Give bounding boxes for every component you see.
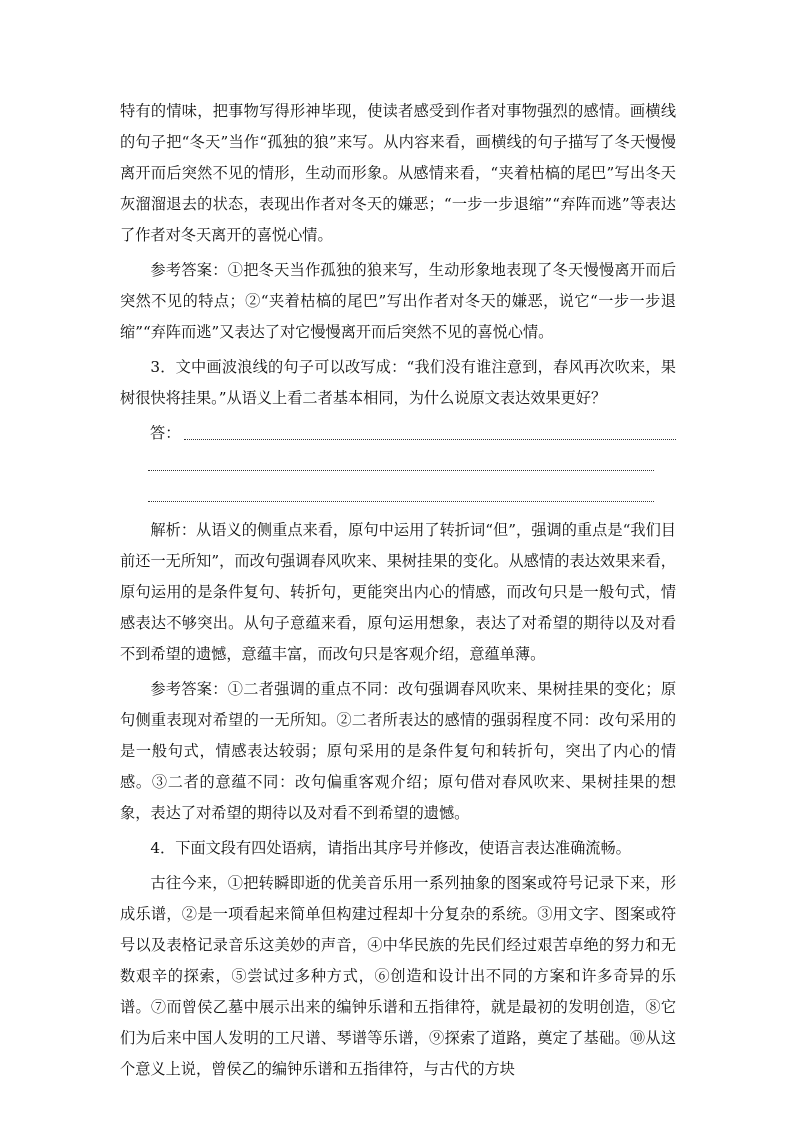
answer-line-1[interactable] — [120, 418, 676, 449]
dotted-answer-line — [184, 439, 676, 440]
question-4: 4．下面文段有四处语病，请指出其序号并修改，使语言表达准确流畅。 — [150, 839, 631, 857]
passage-question-4: 古往今来，①把转瞬即逝的优美音乐用一系列抽象的图案或符号记录下来，形成乐谱，②是一项看起来简单但构建过程却十分复杂的系统。③用文字、图案或符号以及表格记录音乐这美妙的声音，④中华民族的先民们经过艰苦卓绝的努力和无数艰辛的探索，⑤尝试过多种方式，⑥创造和设计出不同的方案和许多奇异的乐谱。⑦而曾侯乙墓中展示出来的编钟乐谱和五指律符，就是最初的发明创造，⑧它们为后来中国人发明的工尺谱、琴谱等乐谱，⑨探索了道路，奠定了基础。⑩从这个意义上说，曾侯乙的编钟乐谱和五指律符，与古代的方块 — [120, 874, 676, 1078]
reference-answer-2: 参考答案：①把冬天当作孤独的狼来写，生动形象地表现了冬天慢慢离开而后突然不见的特点；②“夹着枯槁的尾巴”写出作者对冬天的嫌恶，说它“一步一步退缩”“弃阵而逃”又表达了对它慢慢离开而后突然不见的喜悦心情。 — [120, 261, 676, 341]
question-3: 3．文中画波浪线的句子可以改写成：“我们没有谁注意到，春风再次吹来，果树很快将挂果。”从语义上看二者基本相同，为什么说原文表达效果更好？ — [120, 358, 676, 407]
answer-line-3[interactable] — [120, 480, 676, 511]
analysis-paragraph-3: 解析：从语义的侧重点来看，原句中运用了转折词“但”，强调的重点是“我们目前还一无所知”，而改句强调春风吹来、果树挂果的变化。从感情的表达效果来看，原句运用的是条件复句、转折句，更能突出内心的情感，而改句只是一般句式，情感表达不够突出。从句子意蕴来看，原句运用想象，表达了对希望的期待以及对看不到希望的遗憾，意蕴丰富，而改句只是客观介绍，意蕴单薄。 — [120, 521, 676, 663]
dotted-answer-line — [148, 501, 654, 502]
reference-answer-3: 参考答案：①二者强调的重点不同：改句强调春风吹来、果树挂果的变化；原句侧重表现对希望的一无所知。②二者所表达的感情的强弱程度不同：改句采用的是一般句式，情感表达较弱；原句采用的是条件复句和转折句，突出了内心的情感。③二者的意蕴不同：改句偏重客观介绍；原句借对春风吹来、果树挂果的想象，表达了对希望的期待以及对看不到希望的遗憾。 — [120, 680, 676, 822]
answer-label: 答： — [150, 424, 181, 442]
analysis-paragraph-1: 特有的情味，把事物写得形神毕现，使读者感受到作者对事物强烈的感情。画横线的句子把“冬天”当作“孤独的狼”来写。从内容来看，画横线的句子描写了冬天慢慢离开而后突然不见的情形，生动而形象。从感情来看，“夹着枯槁的尾巴”写出冬天灰溜溜退去的状态，表现出作者对冬天的嫌恶；“一步一步退缩”“弃阵而逃”等表达了作者对冬天离开的喜悦心情。 — [120, 102, 676, 244]
answer-line-2[interactable] — [120, 449, 676, 480]
dotted-answer-line — [148, 470, 654, 471]
document-body — [120, 96, 676, 1089]
